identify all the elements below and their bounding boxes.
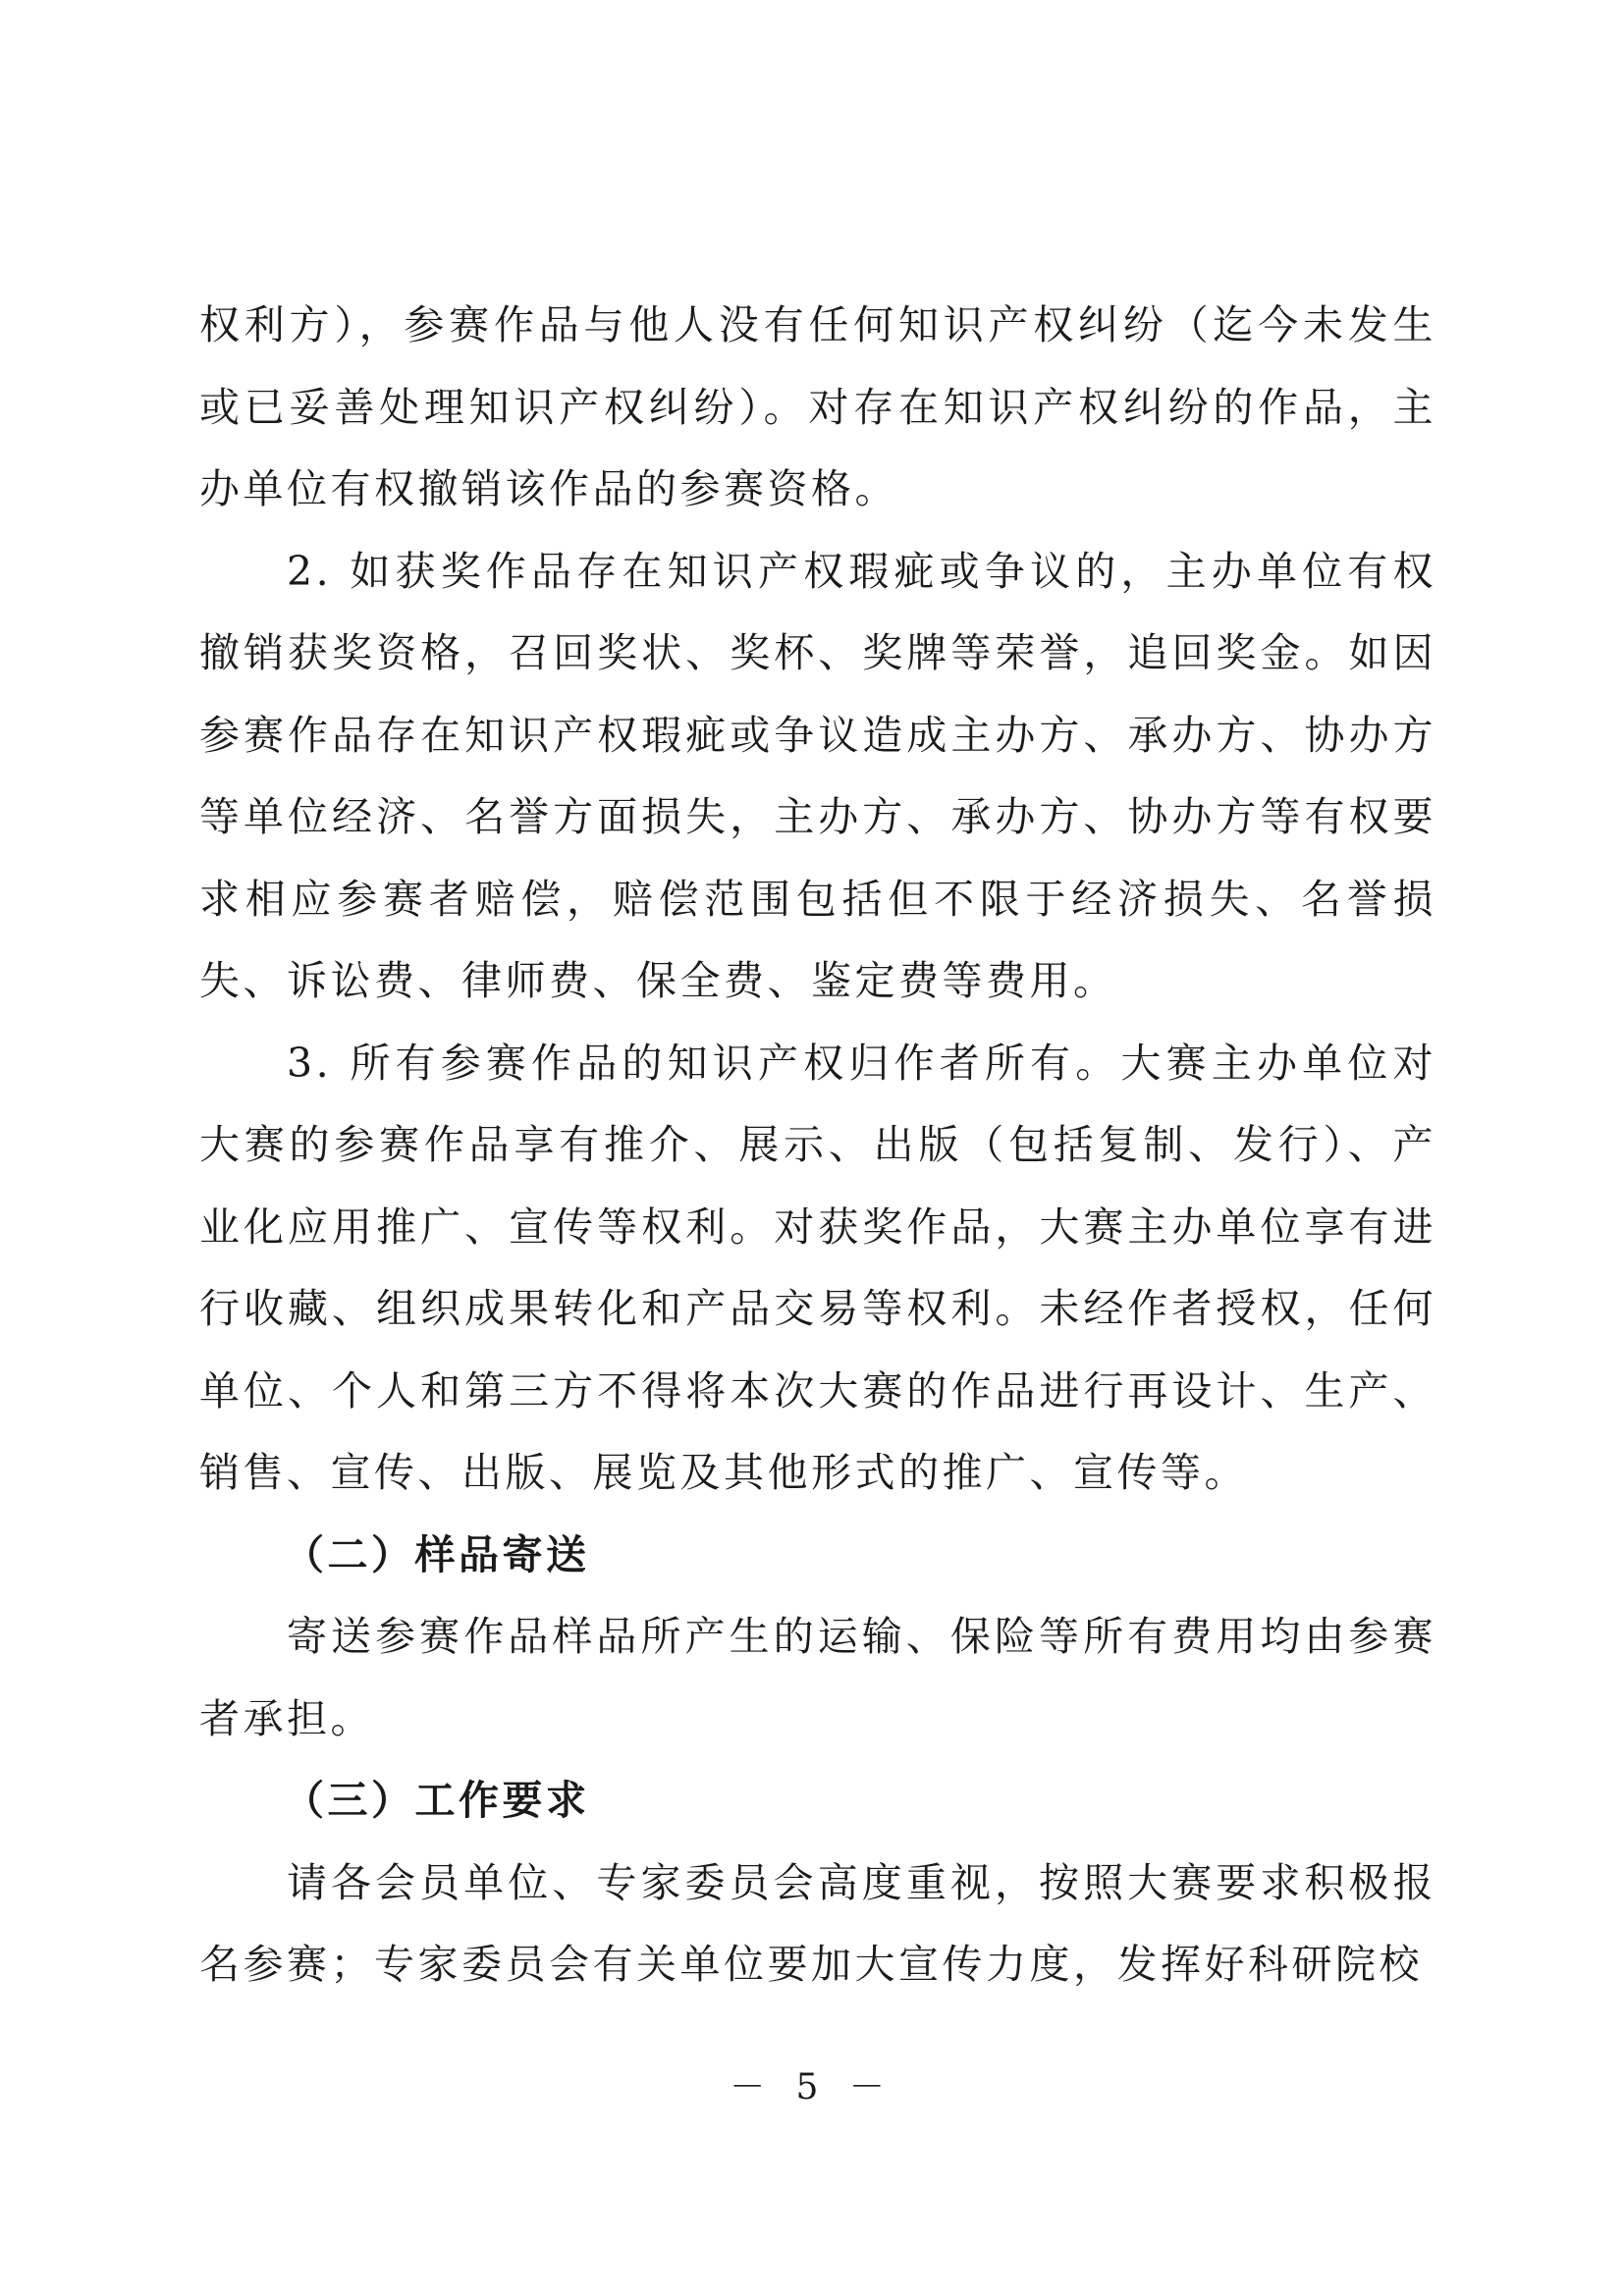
paragraph-item-3: 3. 所有参赛作品的知识产权归作者所有。大赛主办单位对大赛的参赛作品享有推介、展示、出版（包括复制、发行）、产业化应用推广、宣传等权利。对获奖作品，大赛主办单位享有进行收藏、组织成果转化和产品交易等权利。未经作者授权，任何单位、个人和第三方不得将本次大赛的作品进行再设计、生产、销售、宣传、出版、展览及其他形式的推广、宣传等。 [199,1039,1436,1496]
page-number: － 5 － [730,2067,894,2108]
paragraph-work-requirements: 请各会员单位、专家委员会高度重视，按照大赛要求积极报名参赛；专家委员会有关单位要加大宣传力度，发挥好科研院校 [199,1858,1436,1988]
section-heading-work-requirements: （三）工作要求 [284,1777,590,1824]
document-body [199,285,1436,2006]
paragraph-sample-delivery: 寄送参赛作品样品所产生的运输、保险等所有费用均由参赛者承担。 [199,1613,1436,1742]
paragraph-ip-continuation: 权利方），参赛作品与他人没有任何知识产权纠纷（迄今未发生或已妥善处理知识产权纠纷）。对存在知识产权纠纷的作品，主办单位有权撤销该作品的参赛资格。 [199,301,1436,512]
section-heading-sample-delivery: （二）样品寄送 [284,1530,590,1578]
paragraph-item-2: 2. 如获奖作品存在知识产权瑕疵或争议的，主办单位有权撤销获奖资格，召回奖状、奖杯、奖牌等荣誉，追回奖金。如因参赛作品存在知识产权瑕疵或争议造成主办方、承办方、协办方等单位经济、名誉方面损失，主办方、承办方、协办方等有权要求相应参赛者赔偿，赔偿范围包括但不限于经济损失、名誉损失、诉讼费、律师费、保全费、鉴定费等费用。 [199,547,1436,1004]
